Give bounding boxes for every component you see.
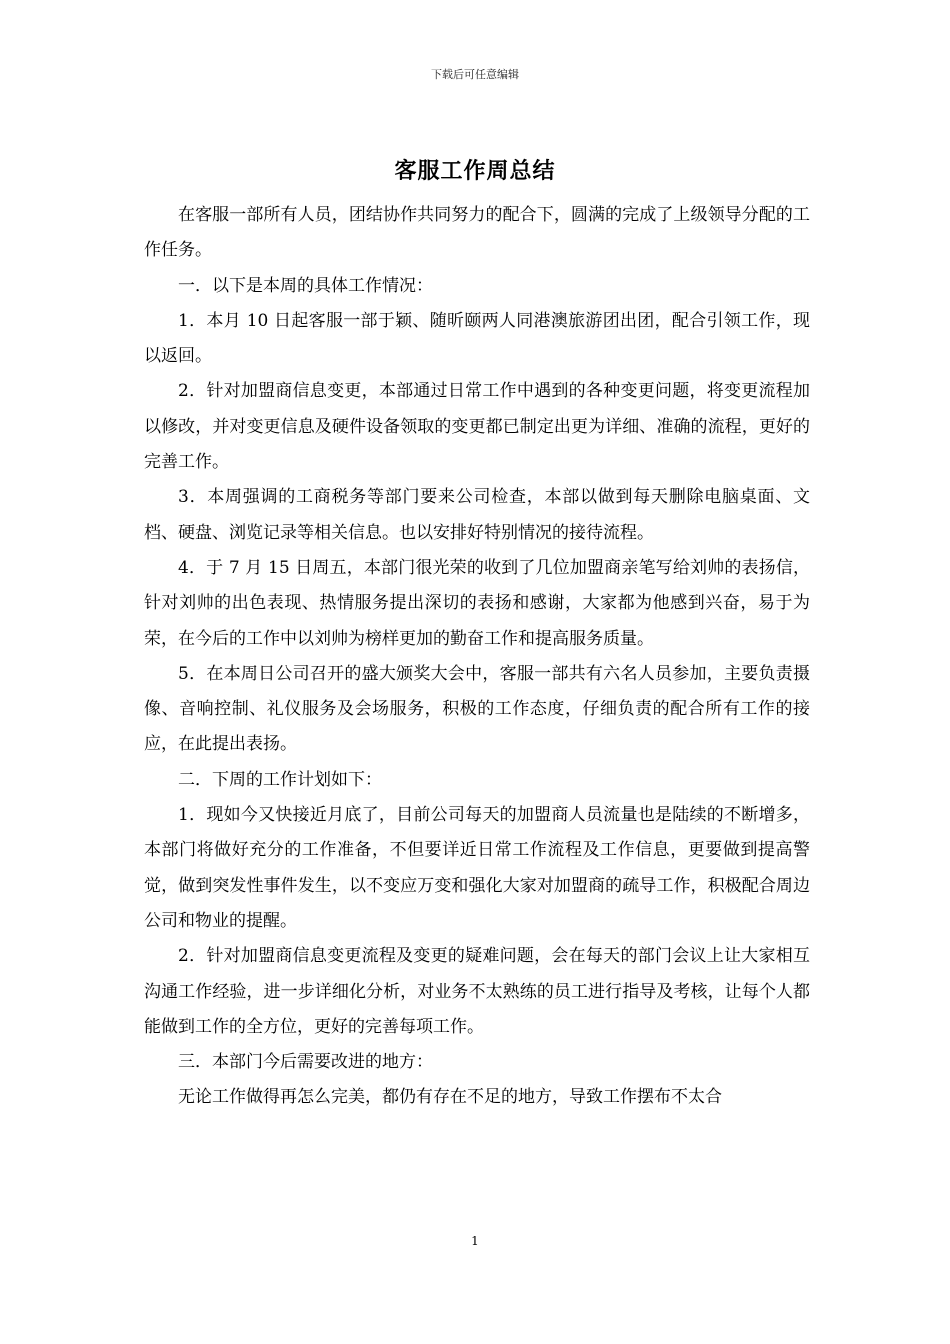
paragraph-item-1-2: 2．针对加盟商信息变更，本部通过日常工作中遇到的各种变更问题，将变更流程加以修改，并对变更信息及硬件设备领取的变更都已制定出更为详细、准确的流程，更好的完善工作。 — [144, 381, 810, 473]
section-heading-2: 二．下周的工作计划如下： — [178, 769, 382, 790]
paragraph-item-2-2: 2．针对加盟商信息变更流程及变更的疑难问题，会在每天的部门会议上让大家相互沟通工作经验，进一步详细化分析，对业务不太熟练的员工进行指导及考核，让每个人都能做到工作的全方位，更好的完善每项工作。 — [144, 946, 810, 1037]
paragraph-item-2-1: 1．现如今又快接近月底了，目前公司每天的加盟商人员流量也是陆续的不断增多，本部门将做好充分的工作准备，不但要详近日常工作流程及工作信息，更要做到提高警觉，做到突发性事件发生，以不变应万变和强化大家对加盟商的疏导工作，积极配合周边公司和物业的提醒。 — [144, 805, 810, 931]
document-body — [144, 198, 810, 1116]
paragraph-item-1-3: 3．本周强调的工商税务等部门要来公司检查，本部以做到每天删除电脑桌面、文档、硬盘、浏览记录等相关信息。也以安排好特别情况的接待流程。 — [144, 487, 810, 543]
page-number: 1 — [471, 1234, 479, 1248]
paragraph-item-1-4: 4．于 7 月 15 日周五，本部门很光荣的收到了几位加盟商亲笔写给刘帅的表扬信，针对刘帅的出色表现、热情服务提出深切的表扬和感谢，大家都为他感到兴奋，易于为荣，在今后的工作中以刘帅为榜样更加的勤奋工作和提高服务质量。 — [144, 557, 810, 649]
paragraph-item-1-5: 5．在本周日公司召开的盛大颁奖大会中，客服一部共有六名人员参加，主要负责摄像、音响控制、礼仪服务及会场服务，积极的工作态度，仔细负责的配合所有工作的接应，在此提出表扬。 — [144, 663, 810, 755]
paragraph-intro: 在客服一部所有人员，团结协作共同努力的配合下，圆满的完成了上级领导分配的工作任务。 — [144, 205, 810, 261]
paragraph-closing: 无论工作做得再怎么完美，都仍有存在不足的地方，导致工作摆布不太合 — [178, 1087, 722, 1108]
section-heading-3: 三．本部门今后需要改进的地方： — [178, 1052, 433, 1073]
header-note: 下载后可任意编辑 — [431, 68, 519, 81]
section-heading-1: 一．以下是本周的具体工作情况： — [178, 275, 433, 296]
document-title: 客服工作周总结 — [394, 159, 556, 184]
paragraph-item-1-1: 1．本月 10 日起客服一部于颖、随昕颐两人同港澳旅游团出团，配合引领工作，现以返回。 — [144, 310, 810, 367]
